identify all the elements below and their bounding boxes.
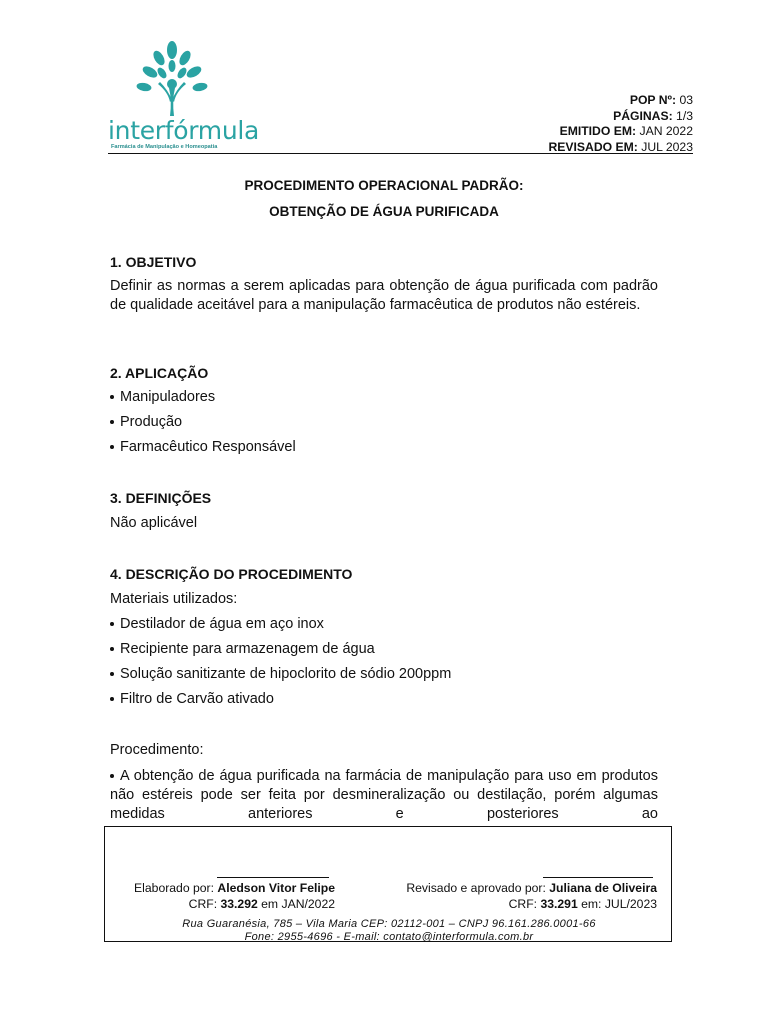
bullet-icon (110, 774, 114, 778)
signature-footer (104, 826, 672, 942)
logo-wordmark: interfórmula (108, 116, 260, 145)
pop-number: POP Nº: 03 (629, 93, 693, 107)
section-heading-definicoes: 3. DEFINIÇÕES (110, 490, 212, 506)
section-heading-aplicacao: 2. APLICAÇÃO (110, 365, 209, 381)
bullet-icon (110, 622, 114, 626)
materiais-label: Materiais utilizados: (110, 591, 238, 607)
company-logo (108, 40, 260, 160)
list-item: Produção (110, 414, 182, 430)
list-item: Manipuladores (110, 389, 215, 405)
signature-line-elaborado (217, 877, 329, 878)
bullet-icon (110, 445, 114, 449)
list-item: Filtro de Carvão ativado (110, 691, 274, 707)
bullet-icon (110, 697, 114, 701)
page-count: PÁGINAS: 1/3 (613, 108, 693, 123)
signature-line-revisado (543, 877, 653, 878)
bullet-icon (110, 395, 114, 399)
bullet-icon (110, 420, 114, 424)
list-item: Solução sanitizante de hipoclorito de sódio 200ppm (110, 666, 451, 682)
revisado-block: Revisado e aprovado por: Juliana de Oliveira CRF: 33.291 em: JUL/2023 (406, 881, 657, 911)
document-subtitle: OBTENÇÃO DE ÁGUA PURIFICADA (269, 204, 499, 219)
definicoes-text: Não aplicável (110, 515, 198, 531)
document-title: PROCEDIMENTO OPERACIONAL PADRÃO: (244, 178, 524, 193)
company-address: Rua Guaranésia, 785 – Vila Maria CEP: 02112-001 – CNPJ 96.161.286.0001-66 (182, 918, 596, 930)
elaborado-block: Elaborado por: Aledson Vitor Felipe CRF: 33.292 em JAN/2022 (134, 881, 335, 911)
procedimento-text: A obtenção de água purificada na farmácia de manipulação para uso em produtos não estéreis pode ser feita por desmineralização ou destilação, porém algumas medidas anteriores e posteriores ao (110, 768, 658, 822)
list-item: Farmacêutico Responsável (110, 439, 296, 455)
objetivo-text: Definir as normas a serem aplicadas para obtenção de água purificada com padrão de qualidade aceitável para a manipulação farmacêutica de produtos não estéreis. (110, 278, 658, 313)
bullet-icon (110, 647, 114, 651)
logo-tagline: Farmácia de Manipulação e Homeopatia (111, 144, 218, 150)
list-item: Recipiente para armazenagem de água (110, 641, 375, 657)
document-meta (548, 93, 693, 155)
procedimento-label: Procedimento: (110, 742, 204, 758)
header-divider (108, 153, 693, 154)
issued-date: EMITIDO EM: JAN 2022 (559, 124, 693, 138)
revised-date: REVISADO EM: JUL 2023 (548, 139, 693, 154)
section-heading-objetivo: 1. OBJETIVO (110, 254, 197, 270)
section-heading-descricao: 4. DESCRIÇÃO DO PROCEDIMENTO (110, 566, 353, 582)
tree-leaves-icon (132, 40, 212, 118)
list-item: Destilador de água em aço inox (110, 616, 324, 632)
company-contact: Fone: 2955-4696 - E-mail: contato@interformula.com.br (244, 931, 534, 943)
bullet-icon (110, 672, 114, 676)
